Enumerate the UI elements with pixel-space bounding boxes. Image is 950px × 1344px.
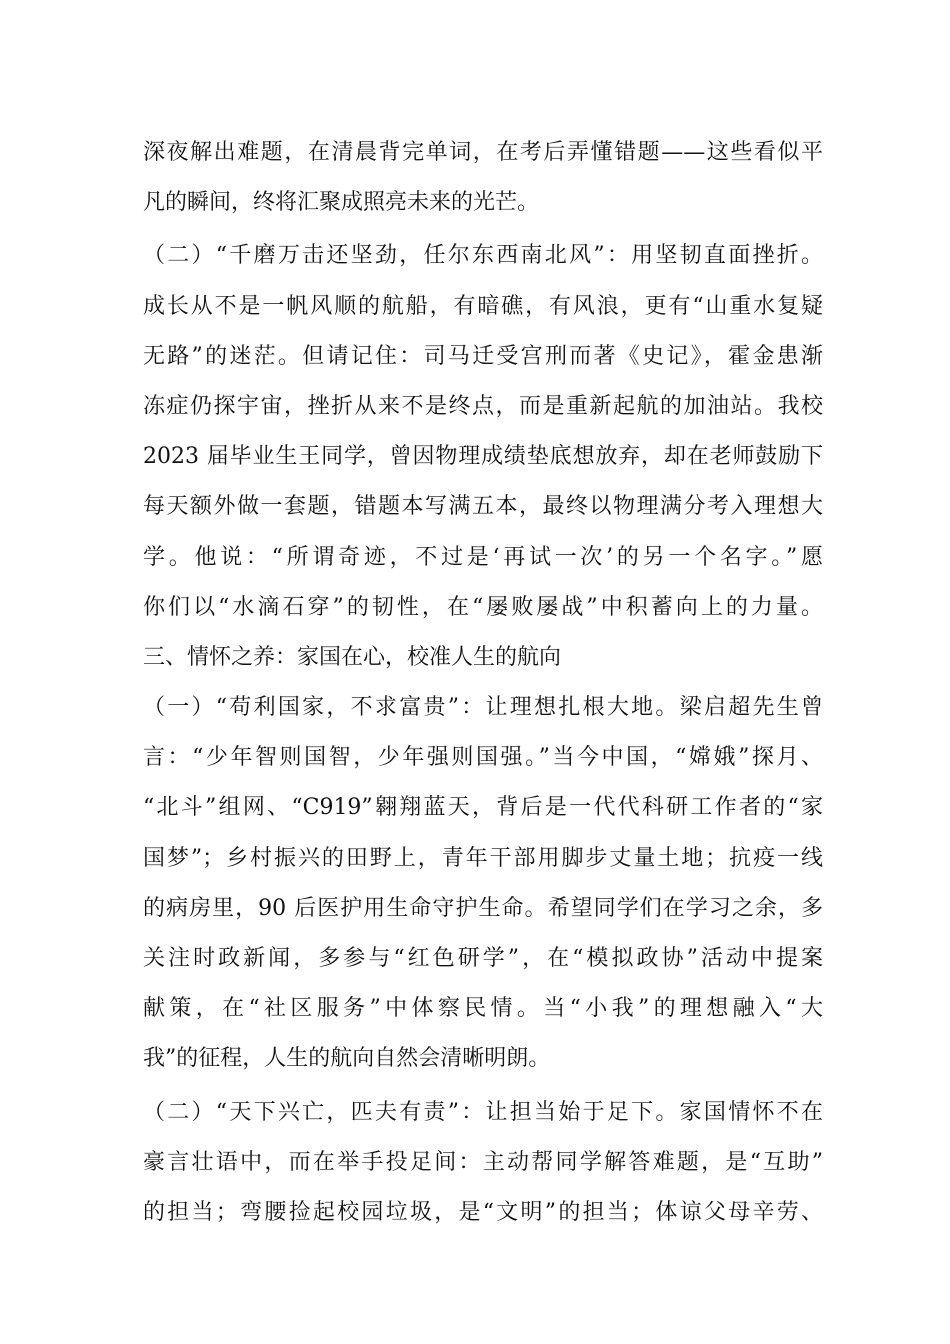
text-line: 豪言壮语中，而在举手投足间：主动帮同学解答难题，是“互助” [143, 1149, 823, 1175]
section-heading: （二）“千磨万击还坚劲，任尔东西南北风”：用坚韧直面挫折。 [143, 243, 823, 269]
text-line: （一）“苟利国家，不求富贵”：让理想扎根大地。梁启超先生曾 [143, 695, 823, 721]
text-line: 我”的征程，人生的航向自然会清晰明朗。 [143, 1046, 551, 1072]
text-line: 学。他说：“所谓奇迹，不过是‘再试一次’的另一个名字。”愿 [143, 544, 823, 570]
text-line: （二）“天下兴亡，匹夫有责”：让担当始于足下。家国情怀不在 [143, 1099, 823, 1125]
text-line: 凡的瞬间，终将汇聚成照亮未来的光芒。 [143, 190, 540, 216]
text-line: 的担当；弯腰捡起校园垃圾，是“文明”的担当；体谅父母辛劳、 [143, 1199, 823, 1225]
text-line: 2023 届毕业生王同学，曾因物理成绩垫底想放弃，却在老师鼓励下 [143, 444, 823, 470]
text-line: 每天额外做一套题，错题本写满五本，最终以物理满分考入理想大 [143, 494, 823, 520]
text-line: 言：“少年智则国智，少年强则国强。”当今中国，“嫦娥”探月、 [143, 745, 823, 771]
body-text [143, 128, 823, 1238]
text-line: 献策，在“社区服务”中体察民情。当“小我”的理想融入“大 [143, 996, 823, 1022]
text-line: 国梦”；乡村振兴的田野上，青年干部用脚步丈量土地；抗疫一线 [143, 845, 823, 871]
text-line: 关注时政新闻，多参与“红色研学”，在“模拟政协”活动中提案 [143, 946, 823, 971]
section-heading: 三、情怀之养：家国在心，校准人生的航向 [143, 644, 562, 670]
text-line: 无路”的迷茫。但请记住：司马迁受宫刑而著《史记》，霍金患渐 [143, 343, 823, 369]
text-line: 成长从不是一帆风顺的航船，有暗礁，有风浪，更有“山重水复疑 [143, 293, 823, 319]
text-line: 冻症仍探宇宙，挫折从来不是终点，而是重新起航的加油站。我校 [143, 393, 823, 419]
text-line: 你们以“水滴石穿”的韧性，在“屡败屡战”中积蓄向上的力量。 [143, 594, 823, 620]
text-line: 的病房里，90 后医护用生命守护生命。希望同学们在学习之余，多 [143, 895, 823, 921]
text-line: 深夜解出难题，在清晨背完单词，在考后弄懂错题——这些看似平 [143, 140, 823, 165]
text-line: “北斗”组网、“C919”翱翔蓝天，背后是一代代科研工作者的“家 [143, 795, 823, 821]
